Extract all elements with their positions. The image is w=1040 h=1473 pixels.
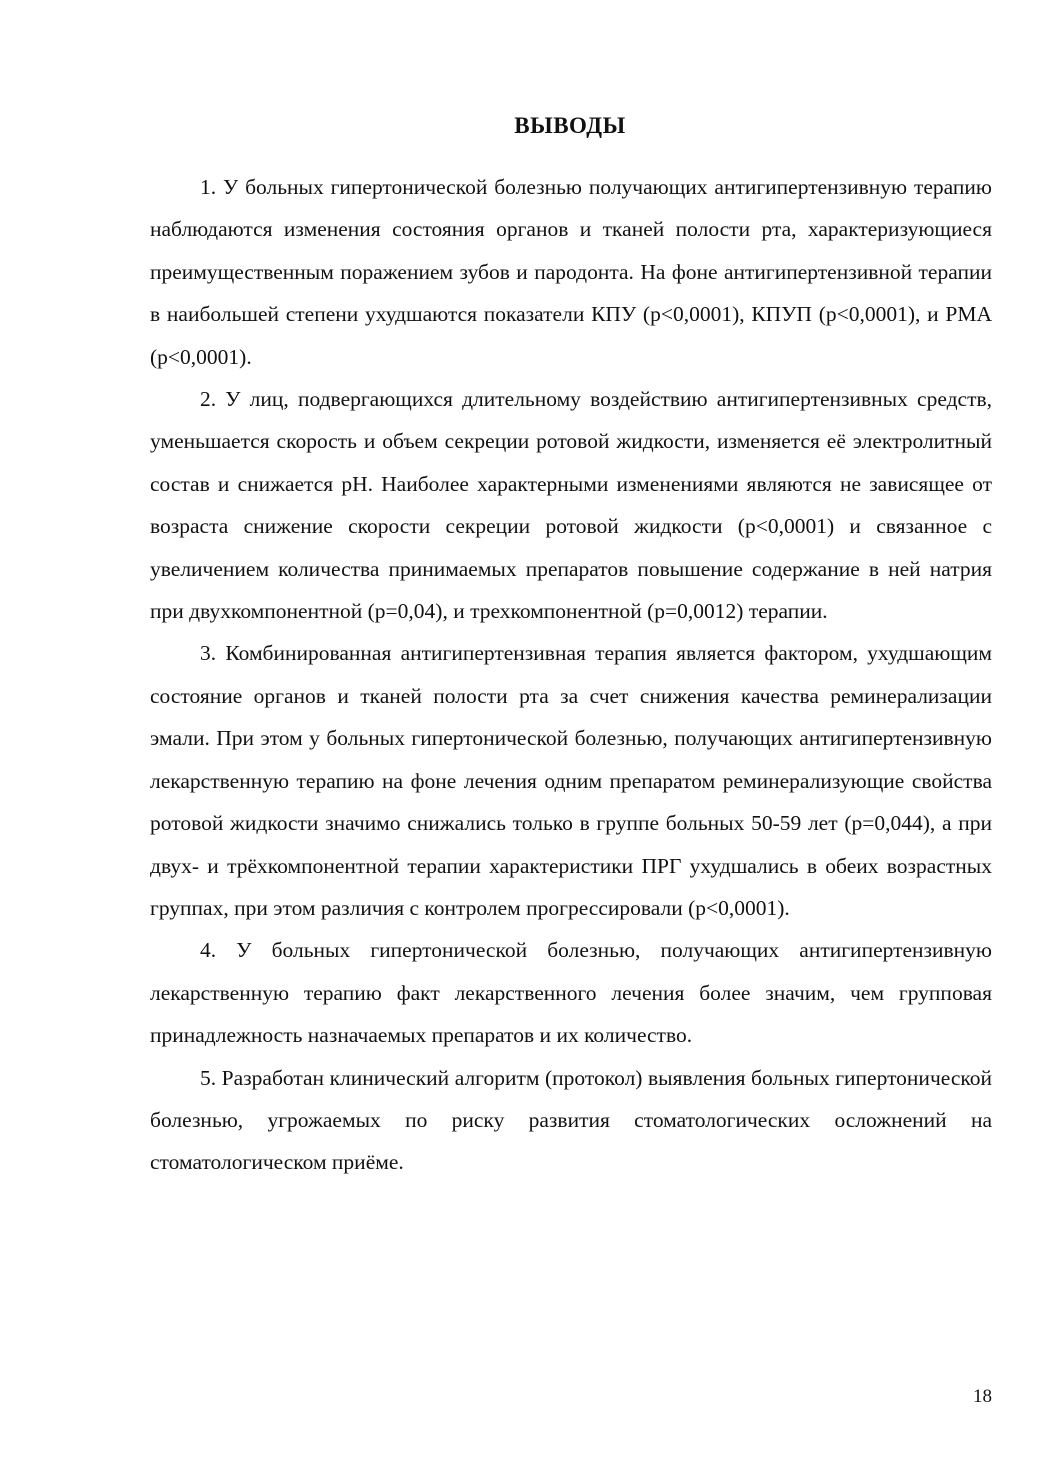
conclusion-paragraph-1: 1. У больных гипертонической болезнью получающих антигипертензивную терапию наблюдаются изменения состояния органов и тканей полости рта, характеризующиеся преимущественным поражением зубов и пародонта. На фоне антигипертензивной терапии в наибольшей степени ухудшаются показатели КПУ (р<0,0001), КПУП (р<0,0001), и РМА (р<0,0001). <box>150 175 992 369</box>
conclusions-list <box>150 166 992 1184</box>
page-number: 18 <box>973 1386 992 1407</box>
conclusion-paragraph-4: 4. У больных гипертонической болезнью, получающих антигипертензивную лекарственную терапию факт лекарственного лечения более значим, чем групповая принадлежность назначаемых препаратов и их количество. <box>150 938 992 1048</box>
conclusion-paragraph-3: 3. Комбинированная антигипертензивная терапия является фактором, ухудшающим состояние органов и тканей полости рта за счет снижения качества реминерализации эмали. При этом у больных гипертонической болезнью, получающих антигипертензивную лекарственную терапию на фоне лечения одним препаратом реминерализующие свойства ротовой жидкости значимо снижались только в группе больных 50-59 лет (р=0,044), а при двух- и трёхкомпонентной терапии характеристики ПРГ ухудшались в обеих возрастных группах, при этом различия с контролем прогрессировали (р<0,0001). <box>150 641 992 920</box>
conclusion-paragraph-2: 2. У лиц, подвергающихся длительному воздействию антигипертензивных средств, уменьшается скорость и объем секреции ротовой жидкости, изменяется её электролитный состав и снижается рН. Наиболее характерными изменениями являются не зависящее от возраста снижение скорости секреции ротовой жидкости (р<0,0001) и связанное с увеличением количества принимаемых препаратов повышение содержание в ней натрия при двухкомпонентной (р=0,04), и трехкомпонентной (р=0,0012) терапии. <box>150 387 992 624</box>
conclusion-paragraph-5: 5. Разработан клинический алгоритм (протокол) выявления больных гипертонической болезнью, угрожаемых по риску развития стоматологических осложнений на стоматологическом приёме. <box>150 1065 992 1175</box>
page-title: ВЫВОДЫ <box>514 113 626 138</box>
